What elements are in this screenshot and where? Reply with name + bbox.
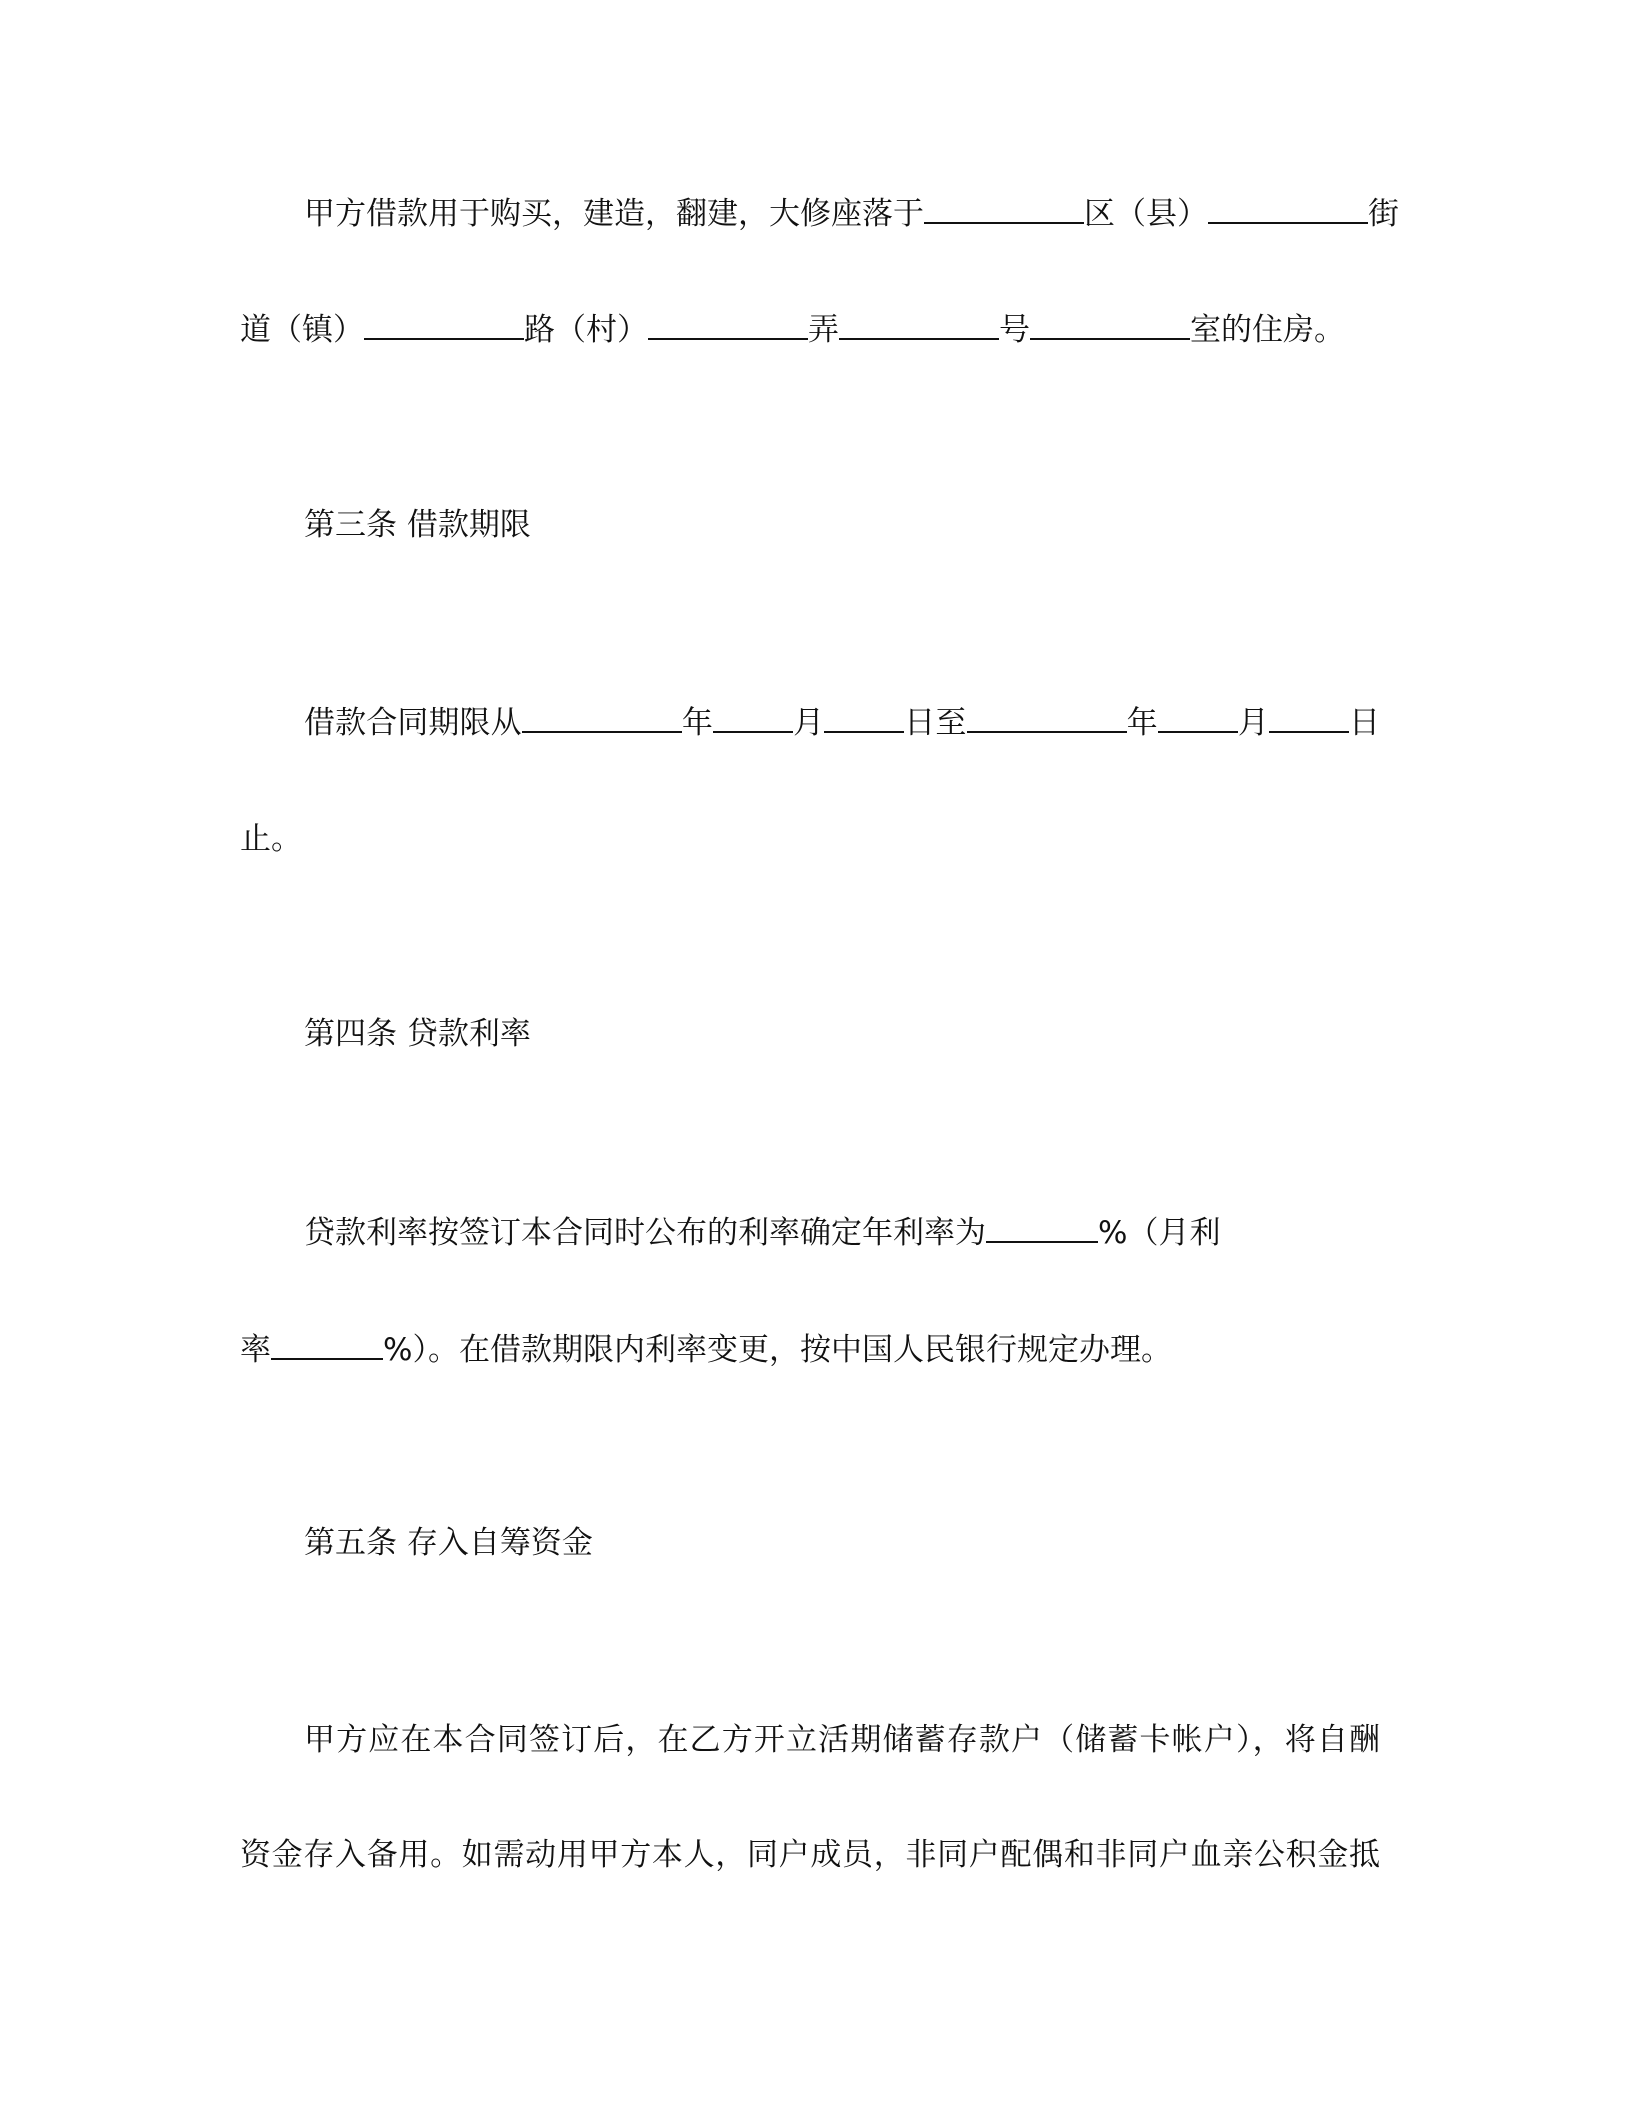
blank-lane	[839, 310, 999, 340]
purpose-text-6: 弄	[808, 312, 839, 348]
article4-text-3: 率	[240, 1332, 271, 1368]
purpose-text-8: 室的住房。	[1190, 312, 1345, 348]
article4-line-2	[240, 1330, 1172, 1370]
purpose-text-4: 道（镇）	[240, 312, 364, 348]
article4-heading: 第四条 贷款利率	[304, 1016, 531, 1052]
purpose-line-2	[240, 310, 1345, 350]
purpose-line-1	[304, 194, 1399, 234]
purpose-text-7: 号	[999, 312, 1030, 348]
blank-town	[364, 310, 524, 340]
article3-text-3: 月	[792, 705, 825, 741]
article3-line-2: 止。	[240, 821, 302, 857]
article4-text-2: %（月利	[1098, 1215, 1221, 1251]
blank-district	[924, 194, 1084, 224]
purpose-text-3: 街	[1368, 196, 1399, 232]
blank-end-year	[967, 703, 1127, 733]
article3-text-2: 年	[681, 705, 713, 741]
blank-street	[1208, 194, 1368, 224]
article4-text-1: 贷款利率按签订本合同时公布的利率确定年利率为	[304, 1215, 986, 1251]
blank-end-month	[1158, 703, 1238, 733]
blank-annual-rate	[986, 1213, 1098, 1243]
article3-text-4: 日至	[904, 705, 967, 741]
article3-line-1	[304, 703, 1380, 743]
article3-text-5: 年	[1126, 705, 1158, 741]
article5-line-1: 甲方应在本合同签订后，在乙方开立活期储蓄存款户（储蓄卡帐户），将自酬	[304, 1722, 1380, 1758]
blank-start-year	[522, 703, 682, 733]
blank-monthly-rate	[271, 1330, 383, 1360]
article3-text-6: 月	[1237, 705, 1269, 741]
blank-end-day	[1269, 703, 1349, 733]
blank-start-day	[824, 703, 904, 733]
article3-text-1: 借款合同期限从	[304, 705, 522, 741]
article3-text-7: 日	[1348, 705, 1381, 741]
blank-start-month	[713, 703, 793, 733]
article4-text-4: %）。在借款期限内利率变更，按中国人民银行规定办理。	[383, 1332, 1172, 1368]
article4-line-1	[304, 1213, 1220, 1253]
purpose-text-2: 区（县）	[1084, 196, 1208, 232]
blank-road	[648, 310, 808, 340]
article5-heading: 第五条 存入自筹资金	[304, 1525, 593, 1561]
purpose-text-1: 甲方借款用于购买，建造，翻建，大修座落于	[304, 196, 924, 232]
article3-heading: 第三条 借款期限	[304, 507, 531, 543]
article5-line-2: 资金存入备用。如需动用甲方本人，同户成员，非同户配偶和非同户血亲公积金抵	[240, 1837, 1380, 1873]
purpose-text-5: 路（村）	[524, 312, 648, 348]
blank-number	[1030, 310, 1190, 340]
